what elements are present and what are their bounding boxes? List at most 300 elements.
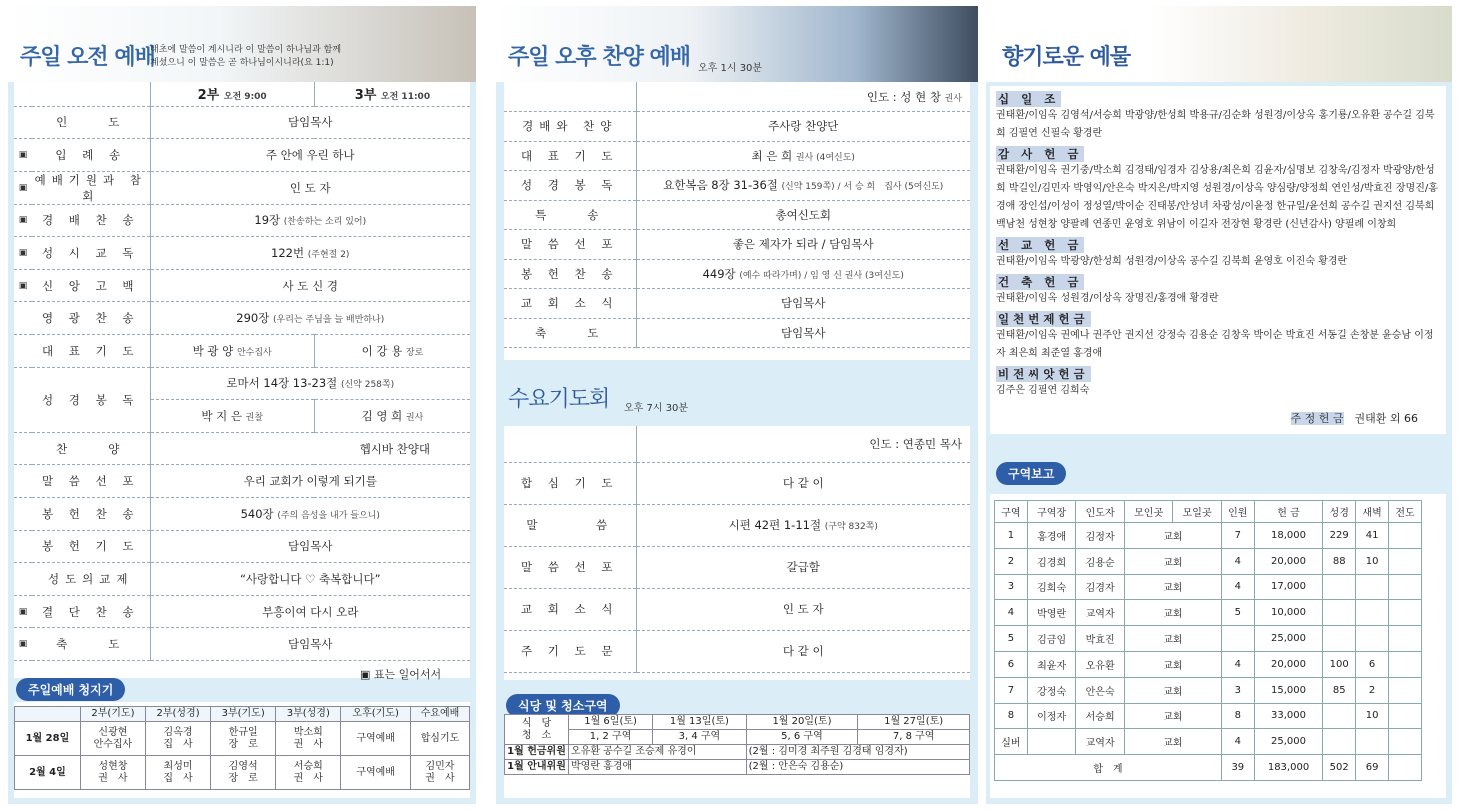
report-cell: 7 — [1221, 523, 1254, 549]
dining-zone: 5, 6 구역 — [746, 730, 858, 745]
order-label: 교 회 소 식 — [504, 289, 636, 319]
wednesday-leader: 인도 : 연종민 목사 — [636, 426, 970, 462]
rep-a — [150, 335, 314, 368]
order-label: 성 경 봉 독 — [504, 171, 636, 201]
report-cell — [1389, 626, 1422, 652]
stand-marker — [14, 563, 32, 596]
report-title: 구역보고 — [996, 462, 1066, 485]
order-value-sub: (구약 832쪽) — [824, 522, 878, 532]
order-row — [14, 432, 470, 465]
stand-marker: ▣ — [14, 595, 32, 628]
order-row — [14, 237, 470, 270]
report-cell: 33,000 — [1254, 703, 1323, 729]
afternoon-order-box — [504, 82, 970, 360]
service-2-header: 2부 오전 9:00 — [150, 82, 314, 106]
report-header: 인원 — [1221, 501, 1254, 523]
steward-cell: 김민자 권 사 — [410, 756, 469, 790]
report-cell: 교회 — [1124, 600, 1221, 626]
stand-marker — [14, 335, 32, 368]
steward-header: 3부(기도) — [211, 707, 276, 722]
report-cell: 1 — [995, 523, 1028, 549]
reader-a-title: 권찰 — [245, 413, 264, 424]
order-value — [636, 200, 970, 230]
report-cell: 18,000 — [1254, 523, 1323, 549]
order-value-text: 290장 — [236, 311, 270, 326]
standing-note: ▣ 표는 일어서서 — [360, 668, 442, 681]
reading-text — [150, 367, 470, 400]
stand-marker: ▣ — [14, 628, 32, 661]
steward-row — [15, 756, 470, 790]
report-cell: 서승희 — [1076, 703, 1125, 729]
order-label: 신 앙 고 백 — [32, 269, 150, 302]
offering-heading: 십 일 조 — [998, 92, 1060, 106]
stand-marker — [14, 106, 32, 139]
reader-a — [150, 400, 314, 433]
order-row — [504, 546, 970, 588]
reading-passage: 로마서 14장 13-23절 — [226, 376, 338, 391]
order-value — [636, 171, 970, 201]
report-total-row — [995, 755, 1422, 781]
order-value-sub: (주현절 2) — [307, 250, 350, 261]
report-cell: 15,000 — [1254, 677, 1323, 703]
order-value-text: 인 도 자 — [782, 602, 824, 616]
report-cell — [1389, 651, 1422, 677]
report-cell: 오유환 — [1076, 651, 1125, 677]
order-label: 경배와 찬양 — [504, 112, 636, 142]
report-cell: 교회 — [1124, 651, 1221, 677]
stand-marker — [14, 367, 32, 432]
steward-header: 2부(기도) — [80, 707, 145, 722]
report-cell: 5 — [1221, 600, 1254, 626]
wednesday-title: 수요기도회 — [508, 387, 610, 412]
order-row — [504, 200, 970, 230]
order-label: 경 배 찬 송 — [32, 204, 150, 237]
report-cell — [1356, 574, 1389, 600]
order-row — [14, 302, 470, 335]
stand-marker — [14, 432, 32, 465]
stand-marker — [14, 530, 32, 563]
report-cell: 교회 — [1124, 574, 1221, 600]
report-cell: 박효진 — [1076, 626, 1125, 652]
steward-cell: 서승희 권 사 — [276, 756, 341, 790]
order-value — [636, 318, 970, 348]
steward-cell: 박소희 권 사 — [276, 722, 341, 756]
rep-b-title: 장로 — [405, 347, 424, 358]
report-cell: 홍경애 — [1027, 523, 1076, 549]
report-cell: 교회 — [1124, 523, 1221, 549]
committee-next: (2월 : 안은숙 김용순) — [746, 760, 969, 775]
dining-title: 식당 및 청소구역 — [506, 694, 620, 717]
order-value-text: 주사랑 찬양단 — [768, 119, 839, 134]
stand-marker: ▣ — [14, 139, 32, 172]
report-cell: 교회 — [1124, 548, 1221, 574]
morning-header — [8, 6, 476, 82]
report-cell: 3 — [995, 574, 1028, 600]
report-row — [995, 523, 1422, 549]
offering-heading: 일천번제헌금 — [998, 312, 1089, 326]
steward-header: 3부(성경) — [276, 707, 341, 722]
reading-page: (신약 258쪽) — [340, 380, 395, 391]
order-row — [504, 630, 970, 672]
offering-names: 권태환/이임옥 권예나 권주안 권지선 강정숙 김용순 김창욱 박이순 박효진 서동길 손창분 윤승남 이정자 최은희 최준열 홍경애 — [996, 330, 1434, 359]
order-row — [14, 628, 470, 661]
order-row — [14, 204, 470, 237]
committee-names: 오유환 공수길 조승제 유경이 — [569, 745, 747, 760]
order-label: 축 도 — [32, 628, 150, 661]
order-label: 입 례 송 — [32, 139, 150, 172]
order-value-text: 다 같 이 — [782, 644, 824, 658]
order-value-text: 19장 — [254, 213, 281, 228]
order-value-text: 최 은 희 — [751, 148, 793, 163]
report-cell: 박영란 — [1027, 600, 1076, 626]
order-row — [14, 465, 470, 498]
order-value-text: 시편 42편 1-11절 — [728, 518, 822, 532]
order-label: 말 씀 선 포 — [32, 465, 150, 498]
afternoon-time: 오후 1시 30분 — [698, 63, 763, 74]
report-header: 모일곳 — [1173, 501, 1222, 523]
report-total-cell — [1389, 755, 1422, 781]
order-value-text: 담임목사 — [781, 296, 826, 311]
stand-marker: ▣ — [14, 269, 32, 302]
stand-marker — [14, 465, 32, 498]
steward-cell: 김영석 장 로 — [211, 756, 276, 790]
order-row — [504, 141, 970, 171]
report-cell: 강정숙 — [1027, 677, 1076, 703]
afternoon-header — [496, 6, 978, 82]
report-total-cell: 502 — [1323, 755, 1356, 781]
report-cell: 25,000 — [1254, 626, 1323, 652]
report-cell: 4 — [995, 600, 1028, 626]
reading-row — [14, 367, 470, 400]
report-cell: 교회 — [1124, 703, 1221, 729]
order-value-text: 담임목사 — [781, 325, 826, 340]
report-cell — [1356, 729, 1389, 755]
steward-box — [14, 702, 470, 798]
order-row — [14, 269, 470, 302]
report-cell: 3 — [1221, 677, 1254, 703]
order-value — [636, 546, 970, 588]
dining-zone: 3, 4 구역 — [653, 730, 746, 745]
page-title: 주일 오전 예배 — [20, 45, 155, 70]
cleaning-title: 주일예배 청지기 — [16, 678, 125, 701]
steward-header: 오후(기도) — [341, 707, 411, 722]
report-cell — [1389, 523, 1422, 549]
stand-marker: ▣ — [14, 171, 32, 204]
report-cell: 17,000 — [1254, 574, 1323, 600]
report-cell: 41 — [1356, 523, 1389, 549]
offering-panel — [986, 6, 1452, 804]
offering-heading: 비전씨앗헌금 — [998, 367, 1089, 381]
stand-marker — [14, 498, 32, 531]
report-cell: 7 — [995, 677, 1028, 703]
order-label: 찬 양 — [32, 432, 150, 465]
steward-cell: 신광현 안수집사 — [80, 722, 145, 756]
order-label: 봉 헌 찬 송 — [32, 498, 150, 531]
report-row — [995, 626, 1422, 652]
order-label: 합 심 기 도 — [504, 462, 636, 504]
report-cell: 100 — [1323, 651, 1356, 677]
report-cell: 최윤자 — [1027, 651, 1076, 677]
dining-table — [504, 714, 970, 775]
order-value-text: 좋은 제자가 되라 / 담임목사 — [732, 237, 874, 252]
order-value — [150, 465, 470, 498]
order-value-sub: (우리는 주님을 늘 배반하나) — [272, 315, 385, 326]
report-cell: 교회 — [1124, 677, 1221, 703]
order-row — [14, 106, 470, 139]
stand-marker — [14, 302, 32, 335]
order-value — [150, 204, 470, 237]
steward-cell: 성현창 권 사 — [80, 756, 145, 790]
report-cell: 25,000 — [1254, 729, 1323, 755]
report-cell: 김경자 — [1076, 574, 1125, 600]
order-value-text: 부흥이여 다시 오라 — [262, 604, 359, 619]
order-value-text: 540장 — [240, 506, 274, 521]
dining-date: 1월 27일(토) — [858, 715, 970, 730]
rep-prayer-row — [14, 335, 470, 368]
steward-cell: 한규일 장 로 — [211, 722, 276, 756]
steward-header: 수요예배 — [410, 707, 469, 722]
report-cell: 2 — [995, 548, 1028, 574]
report-row — [995, 574, 1422, 600]
order-row — [504, 588, 970, 630]
report-cell: 김정자 — [1076, 523, 1125, 549]
order-value-text: 122번 — [271, 246, 305, 261]
order-value-text: 담임목사 — [288, 637, 333, 652]
offering-names: 권태환/이임옥 성원경/이상옥 장명진/홍경애 황경란 — [996, 293, 1219, 304]
report-cell: 이정자 — [1027, 703, 1076, 729]
order-label: 말 씀 선 포 — [504, 546, 636, 588]
order-row — [504, 230, 970, 260]
committee-next: (2월 : 김미경 최주원 김경태 임경자) — [746, 745, 969, 760]
order-label: 교 회 소 식 — [504, 588, 636, 630]
rep-a-title: 안수집사 — [236, 347, 272, 358]
report-cell: 김용순 — [1076, 548, 1125, 574]
report-row — [995, 651, 1422, 677]
morning-order-table — [14, 82, 470, 661]
order-value — [150, 530, 470, 563]
order-value-sub: (찬송하는 소리 있어) — [283, 217, 367, 228]
order-value-sub: (주의 음성을 내가 들으니) — [277, 510, 380, 521]
steward-header: 2부(성경) — [145, 707, 210, 722]
committee-names: 박영란 홍경애 — [569, 760, 747, 775]
report-cell — [1356, 626, 1389, 652]
report-cell — [1389, 548, 1422, 574]
report-cell: 2 — [1356, 677, 1389, 703]
report-header: 헌 금 — [1254, 501, 1323, 523]
steward-cell: 김옥경 집 사 — [145, 722, 210, 756]
steward-cell: 합심기도 — [410, 722, 469, 756]
report-cell: 8 — [995, 703, 1028, 729]
offering-names: 김주은 김필연 김희숙 — [996, 385, 1090, 396]
report-header: 모인곳 — [1124, 501, 1173, 523]
report-cell: 안은숙 — [1076, 677, 1125, 703]
order-value-text: 요한복음 8장 31-36절 — [663, 178, 778, 193]
report-cell: 김경희 — [1027, 548, 1076, 574]
report-cell — [1323, 626, 1356, 652]
report-cell: 5 — [995, 626, 1028, 652]
offering-names: 권태환/이임옥 박광양/한성희 성원경/이상옥 공수길 김북희 윤영호 이진숙 황경란 — [996, 256, 1348, 267]
rep-a-name: 박 광 양 — [192, 343, 234, 358]
afternoon-title: 주일 오후 찬양 예배 — [508, 45, 690, 70]
steward-table — [14, 706, 470, 790]
order-value — [150, 432, 470, 465]
offering-names: 권태환/이임옥 권기중/박소희 김경태/임경자 김상용/최은희 김윤자/심명보 김창욱/김정자 박광양/한성희 박길인/김민자 박영익/안은숙 박지은/박지영 성원경/이상옥 양심량/양정희 연인성/박효진 장명진/홍경애 장인섭/이성이 정성열/박이순 진태봉/안성녀 차광성/이윤정 한규일/윤선희 공수길 권지선 김북희 백남천 성현창 양팔례 연종민 윤영호 위남이 이길자 전장현 황경란 (신년감사) 양필례 이창희 — [996, 165, 1438, 230]
reader-b-title: 권사 — [405, 413, 424, 424]
wednesday-time: 오후 7시 30분 — [624, 403, 689, 414]
order-value — [636, 504, 970, 546]
report-cell: 88 — [1323, 548, 1356, 574]
report-cell: 6 — [995, 651, 1028, 677]
order-row — [504, 112, 970, 142]
order-label: 영 광 찬 송 — [32, 302, 150, 335]
steward-cell: 구역예배 — [341, 722, 411, 756]
afternoon-leader: 인도 : 성 현 창 권사 — [636, 82, 970, 112]
reader-a-name: 박 지 은 — [201, 409, 242, 424]
report-cell: 10,000 — [1254, 600, 1323, 626]
order-label: 대 표 기 도 — [32, 335, 150, 368]
order-label: 인 도 — [32, 106, 150, 139]
report-cell — [1323, 703, 1356, 729]
report-cell: 김금임 — [1027, 626, 1076, 652]
order-value — [636, 141, 970, 171]
offering-heading: 건 축 헌 금 — [998, 275, 1083, 289]
report-header: 인도자 — [1076, 501, 1125, 523]
order-value — [636, 230, 970, 260]
order-row — [14, 171, 470, 204]
report-row — [995, 703, 1422, 729]
service-3-header: 3부 오전 11:00 — [314, 82, 470, 106]
order-value-text: 다 같 이 — [782, 476, 824, 490]
report-header: 성경 — [1323, 501, 1356, 523]
order-row — [504, 462, 970, 504]
order-value-text: 담임목사 — [288, 539, 333, 554]
report-cell: 교역자 — [1076, 600, 1125, 626]
order-value-text: 사 도 신 경 — [282, 278, 338, 293]
report-cell: 85 — [1323, 677, 1356, 703]
order-row — [504, 171, 970, 201]
offering-header — [986, 6, 1452, 82]
order-value-sub: (신약 159쪽) / 서 승 희 집사 (5여신도) — [781, 182, 944, 193]
report-cell — [1356, 600, 1389, 626]
order-value — [150, 237, 470, 270]
report-cell — [1323, 574, 1356, 600]
report-total-cell: 183,000 — [1254, 755, 1323, 781]
report-cell — [1323, 729, 1356, 755]
report-cell — [1389, 677, 1422, 703]
order-row — [14, 530, 470, 563]
report-cell: 교역자 — [1076, 729, 1125, 755]
afternoon-service-panel — [496, 6, 978, 804]
report-cell — [1389, 574, 1422, 600]
order-row — [504, 504, 970, 546]
order-label: 주 기 도 문 — [504, 630, 636, 672]
report-header: 전도 — [1389, 501, 1422, 523]
report-cell: 4 — [1221, 729, 1254, 755]
reader-b — [314, 400, 470, 433]
report-cell: 20,000 — [1254, 651, 1323, 677]
order-value — [636, 259, 970, 289]
order-row — [504, 318, 970, 348]
wednesday-box — [504, 426, 970, 680]
dining-date: 1월 20일(토) — [746, 715, 858, 730]
order-value-sub: 권사 (4여신도) — [795, 152, 855, 163]
committee-label: 1월 헌금위원 — [505, 745, 569, 760]
order-label: 말 씀 선 포 — [504, 230, 636, 260]
order-value — [150, 139, 470, 172]
dining-box — [504, 714, 970, 798]
order-value — [150, 302, 470, 335]
order-value — [150, 269, 470, 302]
morning-service-panel — [8, 6, 476, 804]
report-cell — [1323, 600, 1356, 626]
order-value-text: 헵시바 찬양대 — [359, 441, 430, 456]
order-value-text: 인 도 자 — [289, 180, 331, 195]
juj-line: 주 정 헌 금 권태환 외 66 — [1290, 412, 1418, 425]
rep-b — [314, 335, 470, 368]
order-value-text: 우리 교회가 이렇게 되기를 — [243, 474, 377, 489]
order-label: 축 도 — [504, 318, 636, 348]
report-table — [994, 500, 1422, 781]
order-value-sub: (예수 따라가며) / 임 영 신 권사 (3여신도) — [739, 270, 904, 281]
report-row — [995, 600, 1422, 626]
order-value — [636, 289, 970, 319]
report-cell: 4 — [1221, 548, 1254, 574]
report-cell: 교회 — [1124, 626, 1221, 652]
order-row — [504, 259, 970, 289]
order-row — [504, 289, 970, 319]
header-verse: 태초에 말씀이 계시니라 이 말씀이 하나님과 함께 계셨으니 이 말씀은 곧 하나님이시니라(요 1:1) — [150, 45, 342, 68]
dining-date: 1월 6일(토) — [569, 715, 653, 730]
report-cell: 6 — [1356, 651, 1389, 677]
report-total-label: 합 계 — [995, 755, 1222, 781]
order-value — [636, 112, 970, 142]
order-value — [150, 563, 470, 596]
report-cell — [1221, 626, 1254, 652]
dining-zone: 1, 2 구역 — [569, 730, 653, 745]
report-header: 구역장 — [1027, 501, 1076, 523]
dining-label: 식 당 청 소 — [505, 715, 569, 745]
report-row — [995, 729, 1422, 755]
morning-order-box — [14, 82, 470, 678]
order-value — [150, 171, 470, 204]
report-cell — [1389, 729, 1422, 755]
order-label: 예배기원과 참회 — [32, 171, 150, 204]
stand-marker: ▣ — [14, 237, 32, 270]
report-cell — [1389, 600, 1422, 626]
order-row — [14, 139, 470, 172]
report-cell: 교회 — [1124, 729, 1221, 755]
order-value — [150, 106, 470, 139]
report-total-cell: 39 — [1221, 755, 1254, 781]
steward-row — [15, 722, 470, 756]
order-value-text: 총여신도회 — [775, 207, 832, 222]
report-header: 새벽 — [1356, 501, 1389, 523]
order-row — [14, 595, 470, 628]
order-value — [150, 498, 470, 531]
order-label: 말 씀 — [504, 504, 636, 546]
report-total-cell: 69 — [1356, 755, 1389, 781]
offering-heading: 감 사 헌 금 — [998, 147, 1083, 161]
steward-cell: 1월 28일 — [15, 722, 81, 756]
offering-title: 향기로운 예물 — [1002, 45, 1131, 70]
order-value-text: 주 안에 우린 하나 — [265, 147, 355, 162]
order-value — [636, 588, 970, 630]
order-value — [636, 462, 970, 504]
order-label: 성 시 교 독 — [32, 237, 150, 270]
order-label: 봉 헌 찬 송 — [504, 259, 636, 289]
order-value-text: 449장 — [702, 266, 736, 281]
offering-list — [990, 86, 1446, 434]
